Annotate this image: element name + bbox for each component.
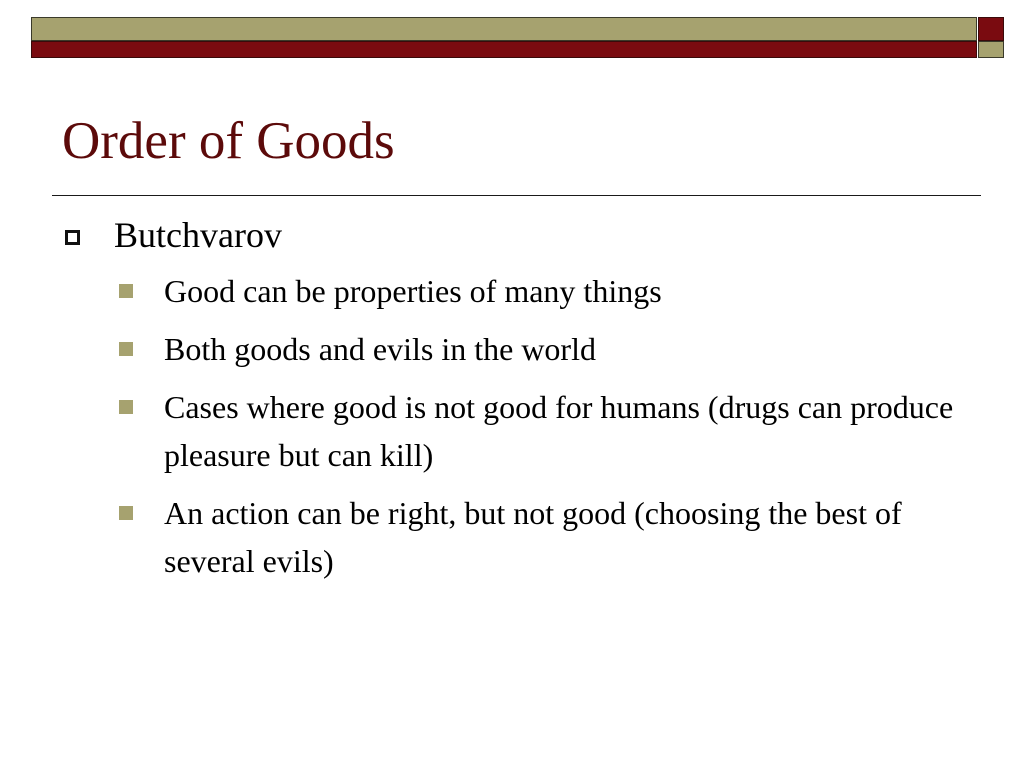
hollow-square-bullet-icon	[65, 230, 80, 245]
bullet-level1	[62, 214, 962, 257]
header-band-olive	[31, 17, 977, 41]
bullet-text: Butchvarov	[114, 215, 282, 255]
sub-bullet-text: Good can be properties of many things	[164, 273, 662, 310]
corner-block-maroon	[978, 17, 1004, 41]
sub-bullet-text: An action can be right, but not good (choosing the best of several evils)	[164, 495, 902, 580]
filled-square-bullet-icon	[119, 506, 133, 520]
slide-body	[62, 214, 962, 595]
filled-square-bullet-icon	[119, 400, 133, 414]
header-band-maroon	[31, 41, 977, 58]
filled-square-bullet-icon	[119, 342, 133, 356]
sub-bullet-text: Both goods and evils in the world	[164, 331, 596, 368]
sub-bullet-list	[62, 267, 962, 585]
slide-title: Order of Goods	[62, 112, 395, 170]
sub-bullet-item	[62, 383, 954, 479]
sub-bullet-item	[62, 325, 954, 373]
title-divider	[52, 195, 981, 196]
sub-bullet-item	[62, 267, 954, 315]
filled-square-bullet-icon	[119, 284, 133, 298]
sub-bullet-text: Cases where good is not good for humans (drugs can produce pleasure but can kill)	[164, 389, 954, 474]
corner-block-olive	[978, 41, 1004, 58]
sub-bullet-item	[62, 489, 954, 585]
